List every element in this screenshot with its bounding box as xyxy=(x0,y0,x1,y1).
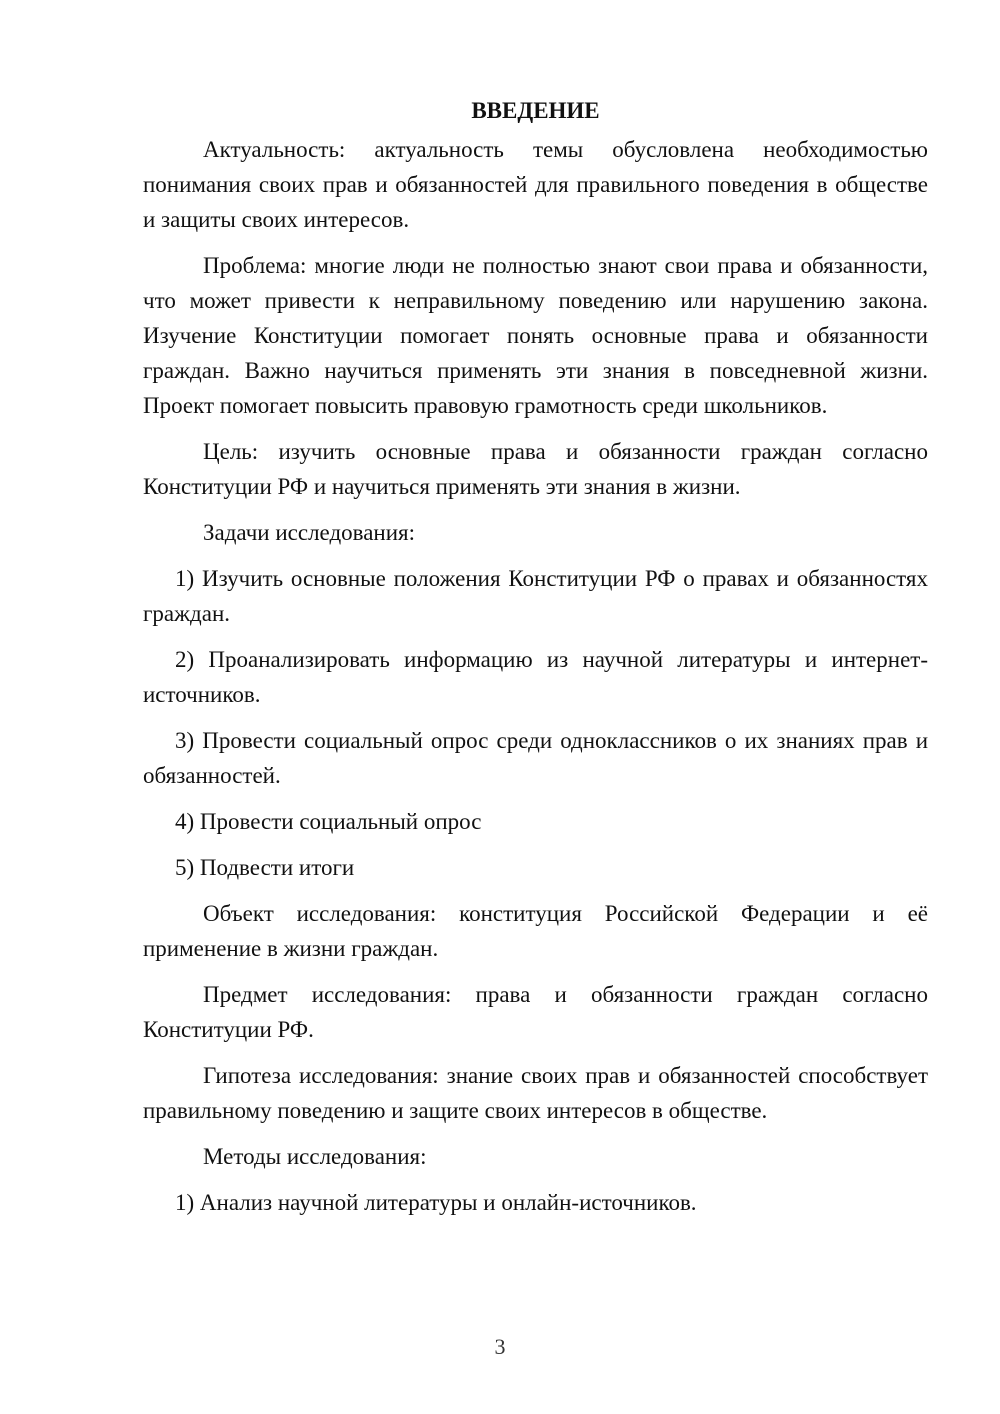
tasks-heading: Задачи исследования: xyxy=(203,520,416,545)
document-page xyxy=(143,93,928,1231)
hypothesis-paragraph: Гипотеза исследования: знание своих прав и обязанностей способствует правильному поведению и защите своих интересов в обществе. xyxy=(143,1063,928,1123)
problem-paragraph: Проблема: многие люди не полностью знают свои права и обязанности, что может привести к неправильному поведению или нарушению закона. Изучение Конституции помогает понять основные права и обязанности граждан. Важно научиться применять эти знания в повседневной жизни. Проект помогает повысить правовую грамотность среди школьников. xyxy=(143,253,928,418)
task-item: 3) Провести социальный опрос среди одноклассников о их знаниях прав и обязанностей. xyxy=(143,728,928,788)
method-item: 1) Анализ научной литературы и онлайн-источников. xyxy=(175,1190,697,1215)
task-item: 2) Проанализировать информацию из научной литературы и интернет-источников. xyxy=(143,647,928,707)
subject-paragraph: Предмет исследования: права и обязанности граждан согласно Конституции РФ. xyxy=(143,982,928,1042)
section-title: ВВЕДЕНИЕ xyxy=(471,98,600,123)
task-item: 4) Провести социальный опрос xyxy=(175,809,482,834)
methods-heading: Методы исследования: xyxy=(203,1144,427,1169)
relevance-paragraph: Актуальность: актуальность темы обусловлена необходимостью понимания своих прав и обязанностей для правильного поведения в обществе и защиты своих интересов. xyxy=(143,137,928,232)
goal-paragraph: Цель: изучить основные права и обязанности граждан согласно Конституции РФ и научиться применять эти знания в жизни. xyxy=(143,439,928,499)
task-item: 1) Изучить основные положения Конституции РФ о правах и обязанностях граждан. xyxy=(143,566,928,626)
object-paragraph: Объект исследования: конституция Российской Федерации и её применение в жизни граждан. xyxy=(143,901,928,961)
task-item: 5) Подвести итоги xyxy=(175,855,355,880)
page-number: 3 xyxy=(494,1334,506,1359)
